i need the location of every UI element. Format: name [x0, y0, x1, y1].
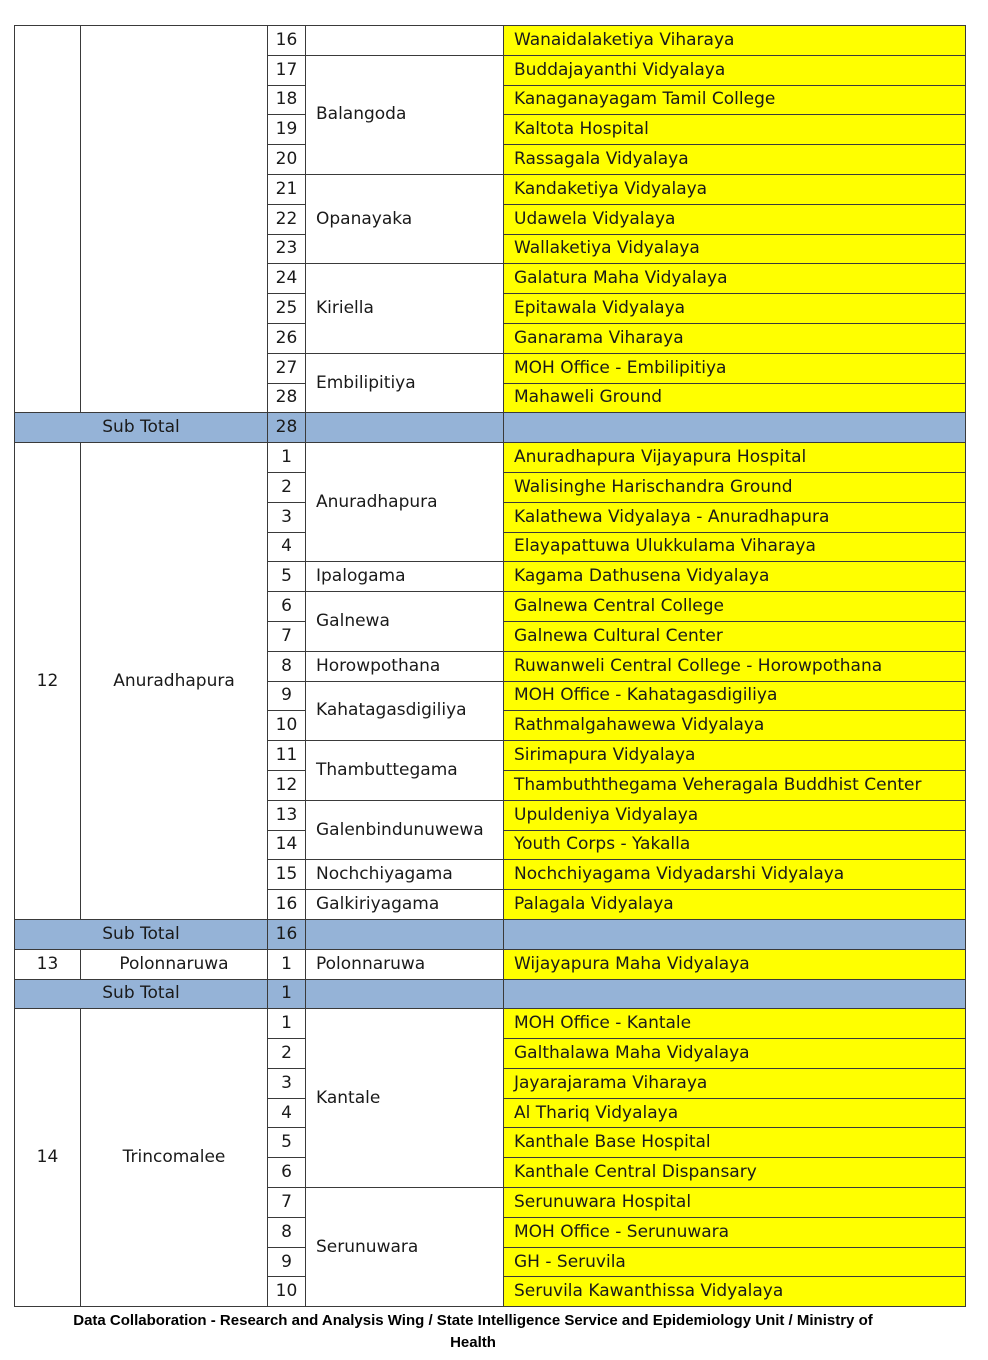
moh-area-cell: Balangoda — [306, 55, 504, 174]
moh-area-cell: Galkiriyagama — [306, 890, 504, 920]
center-cell: Wijayapura Maha Vidyalaya — [504, 949, 966, 979]
subtotal-label: Sub Total — [15, 979, 268, 1009]
table-row — [15, 443, 966, 473]
center-cell: Anuradhapura Vijayapura Hospital — [504, 443, 966, 473]
footer-credit — [0, 1310, 946, 1354]
moh-area-cell: Galenbindunuwewa — [306, 800, 504, 860]
district-name-cell: Trincomalee — [81, 1009, 268, 1307]
row-number: 4 — [268, 532, 306, 562]
subtotal-empty-cell — [306, 979, 504, 1009]
moh-area-cell: Horowpothana — [306, 651, 504, 681]
row-number: 10 — [268, 1277, 306, 1307]
row-number: 4 — [268, 1098, 306, 1128]
center-cell: Nochchiyagama Vidyadarshi Vidyalaya — [504, 860, 966, 890]
row-number: 15 — [268, 860, 306, 890]
moh-area-cell: Thambuttegama — [306, 741, 504, 801]
district-name-cell: Anuradhapura — [81, 443, 268, 920]
subtotal-value: 1 — [268, 979, 306, 1009]
center-cell: GH - Seruvila — [504, 1247, 966, 1277]
center-cell: Galthalawa Maha Vidyalaya — [504, 1039, 966, 1069]
row-number: 8 — [268, 651, 306, 681]
row-number: 27 — [268, 353, 306, 383]
center-cell: Wanaidalaketiya Viharaya — [504, 26, 966, 56]
moh-area-cell: Anuradhapura — [306, 443, 504, 562]
footer-line-1: Data Collaboration - Research and Analysis Wing / State Intelligence Service and Epidemiology Unit / Ministry of — [73, 1312, 873, 1329]
center-cell: Jayarajarama Viharaya — [504, 1068, 966, 1098]
subtotal-label: Sub Total — [15, 413, 268, 443]
moh-area-cell: Kiriella — [306, 264, 504, 353]
center-cell: Galnewa Central College — [504, 592, 966, 622]
row-number: 6 — [268, 1158, 306, 1188]
row-number: 11 — [268, 741, 306, 771]
row-number: 10 — [268, 711, 306, 741]
center-cell: Thambuththegama Veheragala Buddhist Center — [504, 770, 966, 800]
subtotal-empty-cell — [504, 979, 966, 1009]
row-number: 23 — [268, 234, 306, 264]
row-number: 7 — [268, 621, 306, 651]
moh-area-cell: Galnewa — [306, 592, 504, 652]
row-number: 9 — [268, 1247, 306, 1277]
row-number: 22 — [268, 204, 306, 234]
center-cell: Seruvila Kawanthissa Vidyalaya — [504, 1277, 966, 1307]
row-number: 19 — [268, 115, 306, 145]
center-cell: Kalathewa Vidyalaya - Anuradhapura — [504, 502, 966, 532]
moh-area-cell: Embilipitiya — [306, 353, 504, 413]
center-cell: Youth Corps - Yakalla — [504, 830, 966, 860]
subtotal-empty-cell — [504, 413, 966, 443]
center-cell: Buddajayanthi Vidyalaya — [504, 55, 966, 85]
moh-area-cell: Kahatagasdigiliya — [306, 681, 504, 741]
vaccination-centers-table — [14, 25, 966, 1307]
district-number-cell: 12 — [15, 443, 81, 920]
center-cell: Galnewa Cultural Center — [504, 621, 966, 651]
moh-area-cell: Ipalogama — [306, 562, 504, 592]
row-number: 6 — [268, 592, 306, 622]
moh-area-cell — [306, 26, 504, 56]
center-cell: Kaltota Hospital — [504, 115, 966, 145]
row-number: 5 — [268, 562, 306, 592]
subtotal-row — [15, 919, 966, 949]
moh-area-cell: Nochchiyagama — [306, 860, 504, 890]
center-cell: Serunuwara Hospital — [504, 1188, 966, 1218]
center-cell: Sirimapura Vidyalaya — [504, 741, 966, 771]
row-number: 1 — [268, 949, 306, 979]
row-number: 14 — [268, 830, 306, 860]
district-number-cell — [15, 26, 81, 413]
center-cell: Epitawala Vidyalaya — [504, 294, 966, 324]
subtotal-value: 28 — [268, 413, 306, 443]
subtotal-empty-cell — [504, 919, 966, 949]
subtotal-row — [15, 413, 966, 443]
row-number: 5 — [268, 1128, 306, 1158]
center-cell: Kanthale Base Hospital — [504, 1128, 966, 1158]
row-number: 16 — [268, 26, 306, 56]
center-cell: Ganarama Viharaya — [504, 323, 966, 353]
row-number: 21 — [268, 174, 306, 204]
center-cell: Kanaganayagam Tamil College — [504, 85, 966, 115]
subtotal-row — [15, 979, 966, 1009]
table-row — [15, 1009, 966, 1039]
center-cell: Kanthale Central Dispansary — [504, 1158, 966, 1188]
table-row — [15, 26, 966, 56]
center-cell: Rathmalgahawewa Vidyalaya — [504, 711, 966, 741]
row-number: 1 — [268, 443, 306, 473]
center-cell: MOH Office - Serunuwara — [504, 1217, 966, 1247]
row-number: 17 — [268, 55, 306, 85]
moh-area-cell: Kantale — [306, 1009, 504, 1188]
center-cell: Udawela Vidyalaya — [504, 204, 966, 234]
row-number: 12 — [268, 770, 306, 800]
center-cell: Kandaketiya Vidyalaya — [504, 174, 966, 204]
district-number-cell: 13 — [15, 949, 81, 979]
center-cell: MOH Office - Kahatagasdigiliya — [504, 681, 966, 711]
center-cell: Walisinghe Harischandra Ground — [504, 472, 966, 502]
row-number: 25 — [268, 294, 306, 324]
center-cell: Ruwanweli Central College - Horowpothana — [504, 651, 966, 681]
row-number: 2 — [268, 472, 306, 502]
footer-line-2: Health — [450, 1334, 496, 1351]
table-row — [15, 949, 966, 979]
center-cell: Upuldeniya Vidyalaya — [504, 800, 966, 830]
center-cell: Al Thariq Vidyalaya — [504, 1098, 966, 1128]
row-number: 26 — [268, 323, 306, 353]
subtotal-label: Sub Total — [15, 919, 268, 949]
district-name-cell: Polonnaruwa — [81, 949, 268, 979]
row-number: 1 — [268, 1009, 306, 1039]
row-number: 9 — [268, 681, 306, 711]
center-cell: Wallaketiya Vidyalaya — [504, 234, 966, 264]
center-cell: Kagama Dathusena Vidyalaya — [504, 562, 966, 592]
row-number: 3 — [268, 502, 306, 532]
center-cell: Galatura Maha Vidyalaya — [504, 264, 966, 294]
subtotal-empty-cell — [306, 413, 504, 443]
center-cell: MOH Office - Kantale — [504, 1009, 966, 1039]
center-cell: Mahaweli Ground — [504, 383, 966, 413]
center-cell: Palagala Vidyalaya — [504, 890, 966, 920]
moh-area-cell: Polonnaruwa — [306, 949, 504, 979]
district-number-cell: 14 — [15, 1009, 81, 1307]
row-number: 8 — [268, 1217, 306, 1247]
row-number: 7 — [268, 1188, 306, 1218]
center-cell: MOH Office - Embilipitiya — [504, 353, 966, 383]
row-number: 13 — [268, 800, 306, 830]
row-number: 16 — [268, 890, 306, 920]
moh-area-cell: Opanayaka — [306, 174, 504, 263]
subtotal-empty-cell — [306, 919, 504, 949]
row-number: 3 — [268, 1068, 306, 1098]
subtotal-value: 16 — [268, 919, 306, 949]
row-number: 24 — [268, 264, 306, 294]
district-name-cell — [81, 26, 268, 413]
center-cell: Rassagala Vidyalaya — [504, 145, 966, 175]
moh-area-cell: Serunuwara — [306, 1188, 504, 1307]
center-cell: Elayapattuwa Ulukkulama Viharaya — [504, 532, 966, 562]
row-number: 20 — [268, 145, 306, 175]
row-number: 18 — [268, 85, 306, 115]
row-number: 2 — [268, 1039, 306, 1069]
row-number: 28 — [268, 383, 306, 413]
